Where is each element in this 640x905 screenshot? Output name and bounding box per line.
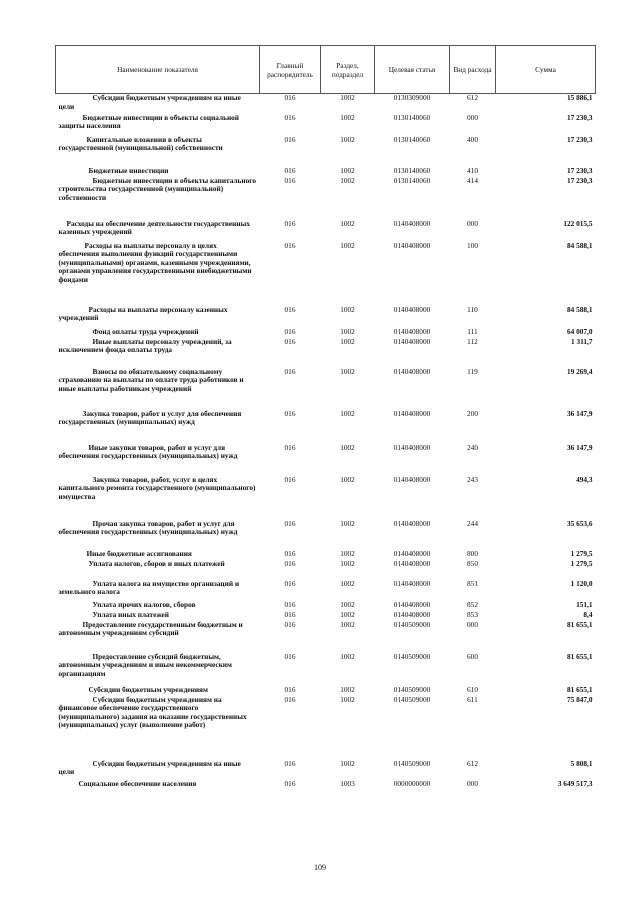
row-section-code: 1002 bbox=[340, 175, 355, 185]
table-row bbox=[56, 621, 596, 653]
row-name: Субсидии бюджетным учреждениям на иные цели bbox=[58, 93, 241, 111]
table-row bbox=[56, 167, 596, 177]
row-sum: 36 147,9 bbox=[566, 408, 593, 418]
row-manager-code: 016 bbox=[284, 304, 296, 314]
table-row bbox=[56, 242, 596, 306]
row-target-code: 0140509000 bbox=[393, 694, 431, 704]
row-manager-code: 016 bbox=[284, 474, 296, 484]
row-manager-code: 016 bbox=[284, 558, 296, 568]
header-target: Целевая статья bbox=[375, 46, 450, 94]
table-row bbox=[56, 177, 596, 220]
row-type-code: 400 bbox=[467, 134, 478, 144]
row-target-code: 0140408000 bbox=[393, 304, 431, 314]
row-name: Взносы по обязательному социальному страхованию на выплаты по оплате труда работников и иные выплаты работникам учреждений bbox=[58, 366, 244, 393]
row-type-code: 611 bbox=[467, 694, 478, 704]
row-sum: 494,3 bbox=[576, 474, 593, 484]
row-section-code: 1002 bbox=[340, 619, 355, 629]
row-target-code: 0140408000 bbox=[393, 442, 431, 452]
header-name: Наименование показателя bbox=[56, 46, 260, 94]
table-row bbox=[56, 580, 596, 601]
row-type-code: 852 bbox=[467, 599, 478, 609]
row-target-code: 0140509000 bbox=[393, 684, 431, 694]
row-type-code: 100 bbox=[467, 240, 478, 250]
row-name: Расходы на выплаты персоналу казенных учреждений bbox=[58, 304, 228, 323]
row-name: Уплата налога на имущество организаций и земельного налога bbox=[58, 578, 240, 597]
row-sum: 5 808,1 bbox=[570, 758, 593, 768]
budget-table bbox=[55, 45, 596, 790]
row-type-code: 610 bbox=[467, 684, 478, 694]
row-manager-code: 016 bbox=[284, 112, 296, 122]
row-section-code: 1002 bbox=[340, 694, 355, 704]
row-manager-code: 016 bbox=[284, 93, 296, 102]
row-name: Предоставление субсидий бюджетным, автономным учреждениям и иным некоммерческим организациям bbox=[58, 651, 232, 678]
row-manager-code: 016 bbox=[284, 366, 296, 376]
row-name: Предоставление государственным бюджетным и автономным учреждениям субсидий bbox=[58, 619, 243, 638]
row-manager-code: 016 bbox=[284, 442, 296, 452]
header-manager: Главный распорядитель bbox=[260, 46, 321, 94]
row-section-code: 1002 bbox=[340, 518, 355, 528]
row-section-code: 1002 bbox=[340, 609, 355, 619]
row-type-code: 612 bbox=[467, 758, 478, 768]
row-type-code: 000 bbox=[467, 619, 478, 629]
table-row bbox=[56, 410, 596, 444]
table-row bbox=[56, 686, 596, 696]
row-sum: 17 230,3 bbox=[566, 134, 593, 144]
table-row bbox=[56, 476, 596, 520]
row-type-code: 243 bbox=[467, 474, 478, 484]
table-row bbox=[56, 306, 596, 328]
row-target-code: 0130140060 bbox=[393, 165, 431, 175]
row-section-code: 1002 bbox=[340, 442, 355, 452]
row-target-code: 0130309000 bbox=[393, 93, 431, 102]
table-header-row bbox=[56, 46, 596, 94]
row-sum: 36 147,9 bbox=[566, 442, 593, 452]
row-manager-code: 016 bbox=[284, 175, 296, 185]
row-target-code: 0140408000 bbox=[393, 218, 431, 228]
row-sum: 1 311,7 bbox=[571, 336, 593, 346]
row-target-code: 0140408000 bbox=[393, 548, 431, 558]
row-section-code: 1002 bbox=[340, 651, 355, 661]
row-section-code: 1002 bbox=[340, 578, 355, 588]
row-name: Субсидии бюджетным учреждениям на финансовое обеспечение государственного (муниципального) задания на оказание государственных (муниципальных) услуг (выполнение работ) bbox=[58, 694, 247, 730]
row-target-code: 0130140060 bbox=[393, 134, 431, 144]
row-sum: 122 015,5 bbox=[563, 218, 593, 228]
row-section-code: 1002 bbox=[340, 165, 355, 175]
row-sum: 1 279,5 bbox=[570, 558, 593, 568]
row-sum: 84 588,1 bbox=[566, 304, 593, 314]
row-name: Иные выплаты персоналу учреждений, за исключением фонда оплаты труда bbox=[58, 336, 232, 355]
row-section-code: 1002 bbox=[340, 304, 355, 314]
row-manager-code: 016 bbox=[284, 518, 296, 528]
row-manager-code: 016 bbox=[284, 548, 296, 558]
table-row bbox=[56, 780, 596, 790]
header-sum: Сумма bbox=[496, 46, 596, 94]
row-target-code: 0130140060 bbox=[393, 175, 431, 185]
row-target-code: 0140408000 bbox=[393, 578, 431, 588]
row-type-code: 851 bbox=[467, 578, 478, 588]
row-type-code: 000 bbox=[467, 778, 478, 788]
row-name: Бюджетные инвестиции в объекты капитального строительства государственной (муниципальной) собственности bbox=[58, 175, 257, 202]
table-row bbox=[56, 601, 596, 611]
row-target-code: 0140408000 bbox=[393, 326, 431, 336]
row-type-code: 240 bbox=[467, 442, 478, 452]
row-section-code: 1002 bbox=[340, 93, 355, 102]
row-type-code: 110 bbox=[467, 304, 478, 314]
row-type-code: 410 bbox=[467, 165, 478, 175]
row-target-code: 0140408000 bbox=[393, 609, 431, 619]
row-type-code: 244 bbox=[467, 518, 478, 528]
row-type-code: 200 bbox=[467, 408, 478, 418]
row-target-code: 0140408000 bbox=[393, 408, 431, 418]
row-section-code: 1002 bbox=[340, 366, 355, 376]
row-section-code: 1002 bbox=[340, 548, 355, 558]
row-manager-code: 016 bbox=[284, 326, 296, 336]
row-section-code: 1002 bbox=[340, 599, 355, 609]
row-sum: 8,4 bbox=[583, 609, 593, 619]
row-manager-code: 016 bbox=[284, 165, 296, 175]
row-name: Уплата налогов, сборов и иных платежей bbox=[88, 558, 225, 568]
table-row bbox=[56, 94, 596, 114]
row-sum: 75 847,0 bbox=[566, 694, 593, 704]
row-sum: 81 655,1 bbox=[566, 651, 593, 661]
row-name: Уплата иных платежей bbox=[92, 609, 169, 619]
row-section-code: 1002 bbox=[340, 758, 355, 768]
row-target-code: 0140408000 bbox=[393, 336, 431, 346]
header-section: Раздел, подраздел bbox=[321, 46, 375, 94]
row-section-code: 1002 bbox=[340, 684, 355, 694]
row-section-code: 1002 bbox=[340, 558, 355, 568]
row-type-code: 119 bbox=[467, 366, 478, 376]
row-section-code: 1002 bbox=[340, 218, 355, 228]
row-name: Закупка товаров, работ, услуг в целях капитального ремонта государственного (муниципального) имущества bbox=[58, 474, 256, 501]
table-row bbox=[56, 520, 596, 550]
row-name: Расходы на выплаты персоналу в целях обеспечения выполнения функций государственными (муниципальными) органами, казенными учреждениями, органами управления государственными внебюджетными фондами bbox=[58, 240, 252, 284]
row-type-code: 600 bbox=[467, 651, 478, 661]
row-name: Социальное обеспечение населения bbox=[78, 778, 197, 788]
row-name: Бюджетные инвестиции bbox=[88, 165, 169, 175]
row-manager-code: 016 bbox=[284, 694, 296, 704]
row-name: Субсидии бюджетным учреждениям bbox=[88, 684, 208, 694]
row-name: Бюджетные инвестиции в объекты социальной защиты населения bbox=[58, 112, 239, 131]
row-sum: 19 269,4 bbox=[566, 366, 593, 376]
table-row bbox=[56, 220, 596, 242]
row-target-code: 0140509000 bbox=[393, 619, 431, 629]
row-sum: 17 230,3 bbox=[566, 165, 593, 175]
row-type-code: 612 bbox=[467, 93, 478, 102]
table-row bbox=[56, 338, 596, 368]
row-type-code: 800 bbox=[467, 548, 478, 558]
row-manager-code: 016 bbox=[284, 408, 296, 418]
row-type-code: 000 bbox=[467, 112, 478, 122]
row-name: Уплата прочих налогов, сборов bbox=[92, 599, 196, 609]
row-manager-code: 016 bbox=[284, 218, 296, 228]
row-section-code: 1002 bbox=[340, 112, 355, 122]
row-target-code: 0140408000 bbox=[393, 599, 431, 609]
row-sum: 15 886,1 bbox=[566, 93, 593, 102]
row-sum: 3 649 517,3 bbox=[557, 778, 593, 788]
row-name: Субсидии бюджетным учреждениям на иные цели bbox=[58, 758, 241, 777]
row-manager-code: 016 bbox=[284, 240, 296, 250]
row-section-code: 1002 bbox=[340, 240, 355, 250]
row-target-code: 0140509000 bbox=[393, 651, 431, 661]
row-type-code: 850 bbox=[467, 558, 478, 568]
row-name: Прочая закупка товаров, работ и услуг для обеспечения государственных (муниципальных) нужд bbox=[58, 518, 238, 537]
row-name: Иные бюджетные ассигнования bbox=[86, 548, 192, 558]
row-type-code: 112 bbox=[467, 336, 478, 346]
row-sum: 35 653,6 bbox=[566, 518, 593, 528]
table-body bbox=[56, 94, 596, 790]
table-row bbox=[56, 444, 596, 476]
row-sum: 84 588,1 bbox=[566, 240, 593, 250]
row-type-code: 111 bbox=[467, 326, 478, 336]
table-row bbox=[56, 328, 596, 338]
row-section-code: 1002 bbox=[340, 326, 355, 336]
row-target-code: 0140408000 bbox=[393, 240, 431, 250]
row-target-code: 0140408000 bbox=[393, 518, 431, 528]
row-name: Расходы на обеспечение деятельности государственных казенных учреждений bbox=[58, 218, 250, 237]
row-manager-code: 016 bbox=[284, 336, 296, 346]
row-manager-code: 016 bbox=[284, 578, 296, 588]
row-sum: 151,1 bbox=[576, 599, 593, 609]
row-section-code: 1002 bbox=[340, 408, 355, 418]
row-name: Капитальные вложения в объекты государственной (муниципальной) собственности bbox=[58, 134, 223, 153]
row-manager-code: 016 bbox=[284, 758, 296, 768]
row-sum: 64 007,0 bbox=[566, 326, 593, 336]
table-row bbox=[56, 114, 596, 136]
table-row bbox=[56, 760, 596, 780]
table-row bbox=[56, 560, 596, 580]
row-manager-code: 016 bbox=[284, 599, 296, 609]
row-target-code: 0140408000 bbox=[393, 474, 431, 484]
row-manager-code: 016 bbox=[284, 778, 296, 788]
row-target-code: 0140408000 bbox=[393, 558, 431, 568]
row-name: Фонд оплаты труда учреждений bbox=[92, 326, 199, 336]
table-row bbox=[56, 136, 596, 167]
table-row bbox=[56, 653, 596, 686]
row-type-code: 000 bbox=[467, 218, 478, 228]
row-section-code: 1003 bbox=[340, 778, 355, 788]
row-section-code: 1002 bbox=[340, 336, 355, 346]
row-section-code: 1002 bbox=[340, 474, 355, 484]
row-sum: 17 230,3 bbox=[566, 175, 593, 185]
row-target-code: 0130140060 bbox=[393, 112, 431, 122]
table-row bbox=[56, 550, 596, 560]
row-target-code: 0000000000 bbox=[393, 778, 431, 788]
row-section-code: 1002 bbox=[340, 134, 355, 144]
row-target-code: 0140408000 bbox=[393, 366, 431, 376]
row-sum: 81 655,1 bbox=[566, 684, 593, 694]
row-type-code: 853 bbox=[467, 609, 478, 619]
row-sum: 1 120,0 bbox=[570, 578, 593, 588]
row-manager-code: 016 bbox=[284, 651, 296, 661]
page-number: 109 bbox=[314, 863, 326, 872]
row-name: Закупка товаров, работ и услуг для обеспечения государственных (муниципальных) нужд bbox=[58, 408, 242, 427]
row-manager-code: 016 bbox=[284, 684, 296, 694]
header-type: Вид расхода bbox=[450, 46, 496, 94]
row-manager-code: 016 bbox=[284, 619, 296, 629]
row-sum: 1 279,5 bbox=[570, 548, 593, 558]
table-row bbox=[56, 368, 596, 410]
row-manager-code: 016 bbox=[284, 134, 296, 144]
row-sum: 17 230,3 bbox=[566, 112, 593, 122]
row-type-code: 414 bbox=[467, 175, 478, 185]
row-name: Иные закупки товаров, работ и услуг для обеспечения государственных (муниципальных) нужд bbox=[58, 442, 238, 461]
table-row bbox=[56, 696, 596, 760]
table-row bbox=[56, 611, 596, 621]
row-target-code: 0140509000 bbox=[393, 758, 431, 768]
row-sum: 81 655,1 bbox=[566, 619, 593, 629]
row-manager-code: 016 bbox=[284, 609, 296, 619]
